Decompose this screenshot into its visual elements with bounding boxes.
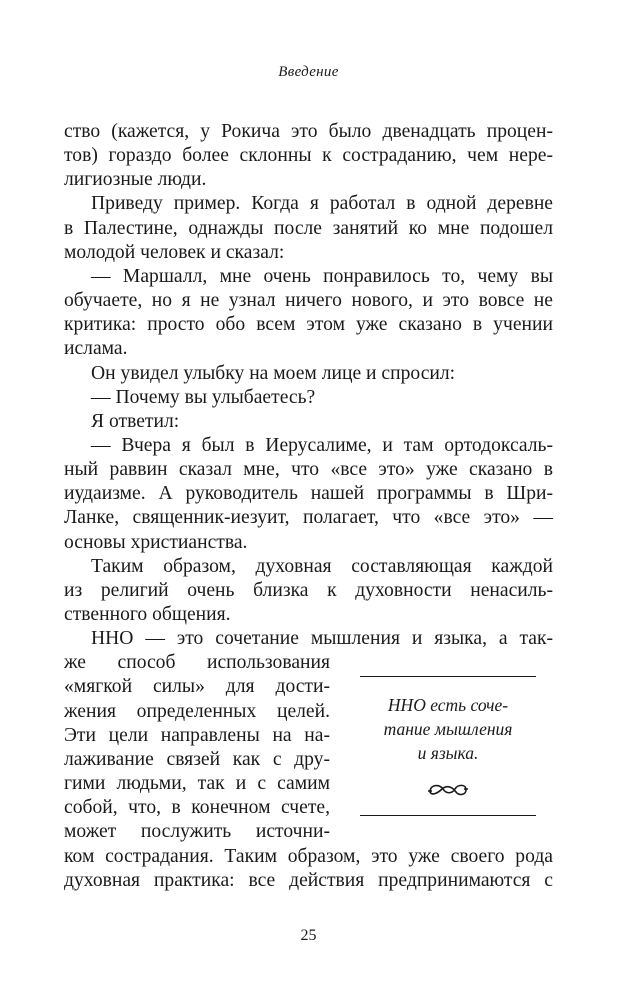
text-line: ислама. <box>64 338 128 360</box>
page-number: 25 <box>300 927 317 944</box>
text-line: ственного общения. <box>64 604 231 625</box>
text-line: жения определенных целей. <box>64 700 330 722</box>
text-line: ство (кажется, у Рокича это было двенадцать процен- <box>64 121 553 142</box>
text-line: иудаизме. А руководитель нашей программы в Шри- <box>64 483 553 505</box>
text-line: собой, что, в конечном счете, <box>64 797 330 819</box>
text-line: лаживание связей как с дру- <box>64 748 330 770</box>
text-line: гими людьми, так и с самим <box>64 773 330 795</box>
pull-quote-top-rule <box>360 676 536 677</box>
text-line: Таким образом, духовная составляющая каждой <box>91 555 553 577</box>
text-line: обучаете, но я не узнал ничего нового, и это вовсе не <box>64 290 553 312</box>
text-line: — Маршалл, мне очень понравилось то, чему вы <box>91 265 553 287</box>
running-head: Введение <box>278 64 339 80</box>
pull-quote-line: ННО есть соче- <box>387 695 509 715</box>
text-line: критика: просто обо всем этом уже сказано в учении <box>64 314 553 336</box>
text-line: — Вчера я был в Иерусалиме, и там ортодоксаль- <box>91 434 553 456</box>
text-line: основы христианства. <box>64 531 248 553</box>
text-line: духовная практика: все действия предпринимаются с <box>64 869 553 891</box>
text-line: может послужить источни- <box>64 821 330 843</box>
text-line: Приведу пример. Когда я работал в одной деревне <box>91 193 553 215</box>
pull-quote-bottom-rule <box>360 815 536 816</box>
text-line: молодой человек и сказал: <box>64 241 285 263</box>
text-line: Я ответил: <box>91 410 180 432</box>
text-line: «мягкой силы» для дости- <box>64 676 330 698</box>
text-line: из религий очень близка к духовности ненасиль- <box>64 579 553 601</box>
text-line: лигиозные люди. <box>64 169 207 191</box>
pull-quote-line: тание мышления <box>383 719 513 739</box>
text-line: ный раввин сказал мне, что «все это» уже сказано в <box>64 459 553 481</box>
text-line: ком сострадания. Таким образом, это уже своего рода <box>64 845 553 867</box>
text-line: тов) гораздо более склонны к состраданию, чем нере- <box>64 145 553 167</box>
fleuron-ornament-icon <box>426 779 470 799</box>
text-line: в Палестине, однажды после занятий ко мне подошел <box>64 217 553 239</box>
text-line: — Почему вы улыбаетесь? <box>91 386 316 408</box>
text-line: Эти цели направлены на на- <box>64 724 330 746</box>
pull-quote <box>360 676 536 816</box>
text-line: Ланке, священник-иезуит, полагает, что «все это» — <box>64 507 553 529</box>
text-line: Он увидел улыбку на моем лице и спросил: <box>91 362 456 384</box>
text-line: же способ использования <box>64 652 330 674</box>
text-line: ННО — это сочетание мышления и языка, а так- <box>91 628 553 650</box>
pull-quote-line: и языка. <box>417 743 479 763</box>
